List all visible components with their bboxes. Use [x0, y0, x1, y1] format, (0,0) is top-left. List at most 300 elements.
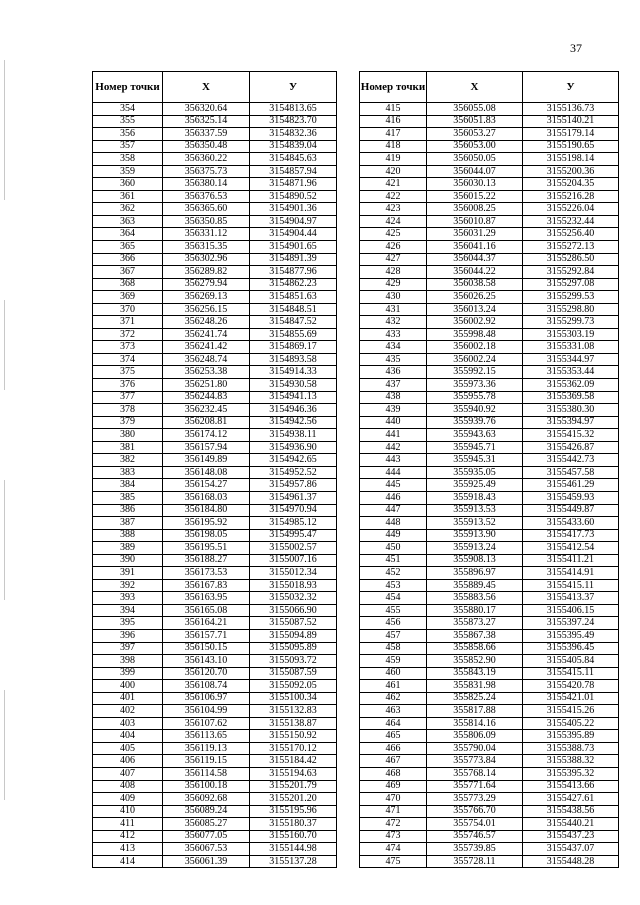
table-row	[360, 855, 619, 868]
cell-x: 356119.15	[163, 755, 250, 768]
cell-x: 356030.13	[427, 178, 523, 191]
table-row	[360, 629, 619, 642]
cell-x: 356251.80	[163, 379, 250, 392]
cell-point-number: 400	[93, 680, 163, 693]
cell-x: 356350.85	[163, 215, 250, 228]
cell-y: 3155426.87	[523, 441, 619, 454]
cell-x: 355858.66	[427, 642, 523, 655]
cell-x: 356050.05	[427, 153, 523, 166]
table-row	[93, 755, 337, 768]
cell-y: 3155394.97	[523, 416, 619, 429]
cell-x: 356092.68	[163, 793, 250, 806]
cell-point-number: 454	[360, 592, 427, 605]
table-row	[360, 178, 619, 191]
cell-x: 356089.24	[163, 805, 250, 818]
cell-point-number: 364	[93, 228, 163, 241]
cell-y: 3155459.93	[523, 491, 619, 504]
cell-y: 3155433.60	[523, 517, 619, 530]
cell-x: 356154.27	[163, 479, 250, 492]
cell-x: 356149.89	[163, 454, 250, 467]
table-row	[360, 542, 619, 555]
cell-y: 3154970.94	[250, 504, 337, 517]
cell-y: 3155442.73	[523, 454, 619, 467]
cell-x: 355913.53	[427, 504, 523, 517]
cell-x: 356168.03	[163, 491, 250, 504]
cell-x: 355825.24	[427, 692, 523, 705]
table-row	[93, 253, 337, 266]
cell-y: 3155272.13	[523, 241, 619, 254]
cell-x: 356241.74	[163, 328, 250, 341]
cell-x: 356315.35	[163, 241, 250, 254]
cell-y: 3155380.30	[523, 404, 619, 417]
cell-point-number: 426	[360, 241, 427, 254]
cell-x: 356165.08	[163, 604, 250, 617]
cell-x: 355945.71	[427, 441, 523, 454]
cell-y: 3155256.40	[523, 228, 619, 241]
cell-x: 356108.74	[163, 680, 250, 693]
cell-y: 3154941.13	[250, 391, 337, 404]
cell-y: 3155395.49	[523, 629, 619, 642]
table-row	[360, 278, 619, 291]
table-row	[93, 103, 337, 116]
table-row	[93, 328, 337, 341]
cell-point-number: 398	[93, 655, 163, 668]
table-row	[360, 567, 619, 580]
table-row	[360, 228, 619, 241]
cell-y: 3155201.20	[250, 793, 337, 806]
cell-x: 356331.12	[163, 228, 250, 241]
table-row	[93, 818, 337, 831]
cell-y: 3155066.90	[250, 604, 337, 617]
cell-x: 355880.17	[427, 604, 523, 617]
cell-y: 3155413.66	[523, 780, 619, 793]
cell-y: 3154890.52	[250, 190, 337, 203]
cell-x: 356143.10	[163, 655, 250, 668]
cell-y: 3154891.39	[250, 253, 337, 266]
table-row	[360, 379, 619, 392]
table-row	[360, 103, 619, 116]
cell-y: 3155138.87	[250, 717, 337, 730]
cell-x: 355806.09	[427, 730, 523, 743]
cell-x: 356114.58	[163, 767, 250, 780]
cell-point-number: 354	[93, 103, 163, 116]
cell-y: 3155194.63	[250, 767, 337, 780]
cell-point-number: 456	[360, 617, 427, 630]
cell-point-number: 380	[93, 429, 163, 442]
table-row	[360, 291, 619, 304]
table-row	[360, 680, 619, 693]
cell-x: 355773.84	[427, 755, 523, 768]
cell-x: 355746.57	[427, 830, 523, 843]
cell-x: 355790.04	[427, 742, 523, 755]
cell-x: 355992.15	[427, 366, 523, 379]
cell-point-number: 467	[360, 755, 427, 768]
cell-x: 356053.27	[427, 128, 523, 141]
table-row	[360, 466, 619, 479]
cell-x: 356013.24	[427, 303, 523, 316]
cell-point-number: 414	[93, 855, 163, 868]
cell-y: 3155226.04	[523, 203, 619, 216]
cell-y: 3155412.54	[523, 542, 619, 555]
cell-point-number: 437	[360, 379, 427, 392]
cell-y: 3155201.79	[250, 780, 337, 793]
cell-x: 356163.95	[163, 592, 250, 605]
cell-x: 355889.45	[427, 579, 523, 592]
cell-point-number: 439	[360, 404, 427, 417]
cell-point-number: 459	[360, 655, 427, 668]
scan-margin-line	[4, 690, 5, 800]
scan-margin-line	[4, 300, 5, 390]
cell-x: 356376.53	[163, 190, 250, 203]
table-row	[93, 366, 337, 379]
cell-x: 355852.90	[427, 655, 523, 668]
table-row	[93, 441, 337, 454]
cell-point-number: 401	[93, 692, 163, 705]
cell-point-number: 425	[360, 228, 427, 241]
cell-y: 3155437.23	[523, 830, 619, 843]
cell-y: 3155087.52	[250, 617, 337, 630]
cell-point-number: 413	[93, 843, 163, 856]
cell-x: 356279.94	[163, 278, 250, 291]
cell-point-number: 465	[360, 730, 427, 743]
cell-point-number: 355	[93, 115, 163, 128]
cell-point-number: 453	[360, 579, 427, 592]
cell-x: 355771.64	[427, 780, 523, 793]
cell-y: 3154893.58	[250, 353, 337, 366]
cell-point-number: 409	[93, 793, 163, 806]
cell-x: 356195.92	[163, 517, 250, 530]
cell-x: 355925.49	[427, 479, 523, 492]
cell-x: 355728.11	[427, 855, 523, 868]
cell-y: 3155457.58	[523, 466, 619, 479]
cell-y: 3155195.96	[250, 805, 337, 818]
cell-y: 3154901.65	[250, 241, 337, 254]
cell-point-number: 430	[360, 291, 427, 304]
cell-y: 3155415.11	[523, 667, 619, 680]
cell-y: 3154877.96	[250, 266, 337, 279]
cell-x: 356289.82	[163, 266, 250, 279]
cell-x: 355896.97	[427, 567, 523, 580]
cell-y: 3155427.61	[523, 793, 619, 806]
cell-x: 356157.71	[163, 629, 250, 642]
cell-y: 3155397.24	[523, 617, 619, 630]
cell-y: 3154957.86	[250, 479, 337, 492]
cell-y: 3154855.69	[250, 328, 337, 341]
cell-y: 3155449.87	[523, 504, 619, 517]
cell-y: 3154871.96	[250, 178, 337, 191]
cell-point-number: 370	[93, 303, 163, 316]
cell-y: 3155299.53	[523, 291, 619, 304]
cell-y: 3154813.65	[250, 103, 337, 116]
cell-y: 3155395.89	[523, 730, 619, 743]
cell-x: 356107.62	[163, 717, 250, 730]
cell-y: 3155411.21	[523, 554, 619, 567]
cell-point-number: 395	[93, 617, 163, 630]
table-row	[93, 178, 337, 191]
cell-y: 3155396.45	[523, 642, 619, 655]
cell-x: 356248.26	[163, 316, 250, 329]
cell-x: 356380.14	[163, 178, 250, 191]
cell-y: 3155012.34	[250, 567, 337, 580]
table-row	[360, 491, 619, 504]
header-x: X	[163, 72, 250, 103]
cell-point-number: 415	[360, 103, 427, 116]
cell-point-number: 387	[93, 517, 163, 530]
cell-x: 355943.63	[427, 429, 523, 442]
table-row	[360, 579, 619, 592]
cell-point-number: 378	[93, 404, 163, 417]
cell-x: 355913.52	[427, 517, 523, 530]
cell-point-number: 366	[93, 253, 163, 266]
cell-y: 3154936.90	[250, 441, 337, 454]
cell-y: 3155406.15	[523, 604, 619, 617]
table-row	[93, 793, 337, 806]
cell-x: 355883.56	[427, 592, 523, 605]
table-row	[360, 642, 619, 655]
cell-x: 356350.48	[163, 140, 250, 153]
cell-point-number: 461	[360, 680, 427, 693]
cell-point-number: 443	[360, 454, 427, 467]
table-row	[360, 843, 619, 856]
table-row	[93, 466, 337, 479]
cell-y: 3155415.11	[523, 579, 619, 592]
cell-y: 3155461.29	[523, 479, 619, 492]
cell-x: 355945.31	[427, 454, 523, 467]
table-row	[360, 517, 619, 530]
cell-y: 3154851.63	[250, 291, 337, 304]
cell-y: 3155395.32	[523, 767, 619, 780]
table-row	[93, 215, 337, 228]
cell-point-number: 473	[360, 830, 427, 843]
cell-y: 3155440.21	[523, 818, 619, 831]
cell-point-number: 391	[93, 567, 163, 580]
cell-x: 356106.97	[163, 692, 250, 705]
cell-y: 3155303.19	[523, 328, 619, 341]
cell-point-number: 435	[360, 353, 427, 366]
cell-y: 3155190.65	[523, 140, 619, 153]
table-row	[360, 504, 619, 517]
table-row	[360, 529, 619, 542]
cell-point-number: 416	[360, 115, 427, 128]
cell-point-number: 438	[360, 391, 427, 404]
cell-point-number: 469	[360, 780, 427, 793]
cell-point-number: 464	[360, 717, 427, 730]
table-row	[360, 705, 619, 718]
cell-point-number: 374	[93, 353, 163, 366]
cell-point-number: 357	[93, 140, 163, 153]
cell-point-number: 360	[93, 178, 163, 191]
cell-y: 3155448.28	[523, 855, 619, 868]
cell-y: 3154847.52	[250, 316, 337, 329]
cell-y: 3155095.89	[250, 642, 337, 655]
cell-y: 3155299.73	[523, 316, 619, 329]
cell-y: 3154857.94	[250, 165, 337, 178]
cell-y: 3154914.33	[250, 366, 337, 379]
cell-x: 356269.13	[163, 291, 250, 304]
table-row	[360, 604, 619, 617]
cell-point-number: 417	[360, 128, 427, 141]
table-row	[360, 454, 619, 467]
table-row	[93, 140, 337, 153]
cell-point-number: 449	[360, 529, 427, 542]
cell-x: 356208.81	[163, 416, 250, 429]
table-row	[93, 554, 337, 567]
table-row	[360, 592, 619, 605]
cell-x: 356015.22	[427, 190, 523, 203]
cell-y: 3155216.28	[523, 190, 619, 203]
table-row	[360, 266, 619, 279]
cell-point-number: 368	[93, 278, 163, 291]
cell-point-number: 379	[93, 416, 163, 429]
cell-y: 3155344.97	[523, 353, 619, 366]
cell-y: 3155093.72	[250, 655, 337, 668]
cell-y: 3154942.65	[250, 454, 337, 467]
cell-x: 356044.22	[427, 266, 523, 279]
cell-y: 3154938.11	[250, 429, 337, 442]
cell-point-number: 404	[93, 730, 163, 743]
cell-x: 356360.22	[163, 153, 250, 166]
header-point-number: Номер точки	[93, 72, 163, 103]
cell-y: 3155292.84	[523, 266, 619, 279]
table-body	[360, 103, 619, 868]
cell-x: 356253.38	[163, 366, 250, 379]
cell-point-number: 450	[360, 542, 427, 555]
cell-point-number: 392	[93, 579, 163, 592]
cell-x: 356044.07	[427, 165, 523, 178]
table-row	[360, 830, 619, 843]
table-row	[360, 341, 619, 354]
cell-x: 355913.90	[427, 529, 523, 542]
cell-point-number: 468	[360, 767, 427, 780]
coordinates-table-left	[92, 71, 337, 868]
cell-y: 3155007.16	[250, 554, 337, 567]
scan-margin-line	[4, 480, 5, 600]
cell-x: 356010.87	[427, 215, 523, 228]
header-y: У	[523, 72, 619, 103]
cell-point-number: 410	[93, 805, 163, 818]
cell-y: 3154845.63	[250, 153, 337, 166]
table-row	[93, 843, 337, 856]
cell-y: 3155362.09	[523, 379, 619, 392]
table-row	[93, 780, 337, 793]
cell-point-number: 394	[93, 604, 163, 617]
cell-x: 356167.83	[163, 579, 250, 592]
table-row	[360, 366, 619, 379]
cell-y: 3154985.12	[250, 517, 337, 530]
table-row	[360, 717, 619, 730]
cell-point-number: 362	[93, 203, 163, 216]
cell-point-number: 446	[360, 491, 427, 504]
cell-x: 355998.48	[427, 328, 523, 341]
cell-point-number: 389	[93, 542, 163, 555]
cell-point-number: 474	[360, 843, 427, 856]
cell-x: 356119.13	[163, 742, 250, 755]
table-row	[360, 755, 619, 768]
cell-point-number: 462	[360, 692, 427, 705]
table-row	[360, 203, 619, 216]
table-row	[93, 454, 337, 467]
table-row	[93, 341, 337, 354]
cell-point-number: 386	[93, 504, 163, 517]
table-row	[93, 680, 337, 693]
table-row	[360, 140, 619, 153]
table-row	[360, 793, 619, 806]
table-row	[360, 780, 619, 793]
cell-point-number: 396	[93, 629, 163, 642]
table-row	[360, 416, 619, 429]
cell-point-number: 411	[93, 818, 163, 831]
table-row	[360, 253, 619, 266]
cell-y: 3155018.93	[250, 579, 337, 592]
cell-x: 356244.83	[163, 391, 250, 404]
cell-x: 355867.38	[427, 629, 523, 642]
cell-x: 356325.14	[163, 115, 250, 128]
table-row	[360, 215, 619, 228]
table-row	[93, 291, 337, 304]
cell-y: 3155331.08	[523, 341, 619, 354]
cell-y: 3155184.42	[250, 755, 337, 768]
cell-x: 356188.27	[163, 554, 250, 567]
cell-x: 356031.29	[427, 228, 523, 241]
cell-x: 355843.19	[427, 667, 523, 680]
table-row	[360, 241, 619, 254]
table-row	[93, 517, 337, 530]
cell-y: 3155421.01	[523, 692, 619, 705]
table-row	[93, 542, 337, 555]
table-row	[360, 667, 619, 680]
cell-y: 3155388.73	[523, 742, 619, 755]
cell-point-number: 365	[93, 241, 163, 254]
table-row	[93, 416, 337, 429]
cell-point-number: 419	[360, 153, 427, 166]
cell-point-number: 436	[360, 366, 427, 379]
cell-point-number: 463	[360, 705, 427, 718]
cell-point-number: 358	[93, 153, 163, 166]
cell-x: 356104.99	[163, 705, 250, 718]
cell-x: 356002.18	[427, 341, 523, 354]
cell-point-number: 448	[360, 517, 427, 530]
cell-x: 356148.08	[163, 466, 250, 479]
cell-point-number: 356	[93, 128, 163, 141]
cell-y: 3154832.36	[250, 128, 337, 141]
cell-y: 3155137.28	[250, 855, 337, 868]
cell-x: 355913.24	[427, 542, 523, 555]
cell-x: 355973.36	[427, 379, 523, 392]
cell-y: 3155298.80	[523, 303, 619, 316]
table-row	[93, 353, 337, 366]
cell-point-number: 393	[93, 592, 163, 605]
cell-y: 3155286.50	[523, 253, 619, 266]
cell-point-number: 388	[93, 529, 163, 542]
table-header-row	[93, 72, 337, 103]
cell-point-number: 422	[360, 190, 427, 203]
table-row	[360, 328, 619, 341]
cell-x: 355739.85	[427, 843, 523, 856]
cell-y: 3155200.36	[523, 165, 619, 178]
cell-point-number: 421	[360, 178, 427, 191]
cell-y: 3155198.14	[523, 153, 619, 166]
table-row	[360, 767, 619, 780]
cell-y: 3154862.23	[250, 278, 337, 291]
table-row	[93, 153, 337, 166]
cell-x: 355773.29	[427, 793, 523, 806]
cell-y: 3155136.73	[523, 103, 619, 116]
cell-y: 3154904.97	[250, 215, 337, 228]
table-row	[93, 805, 337, 818]
table-row	[93, 479, 337, 492]
cell-point-number: 445	[360, 479, 427, 492]
cell-point-number: 429	[360, 278, 427, 291]
